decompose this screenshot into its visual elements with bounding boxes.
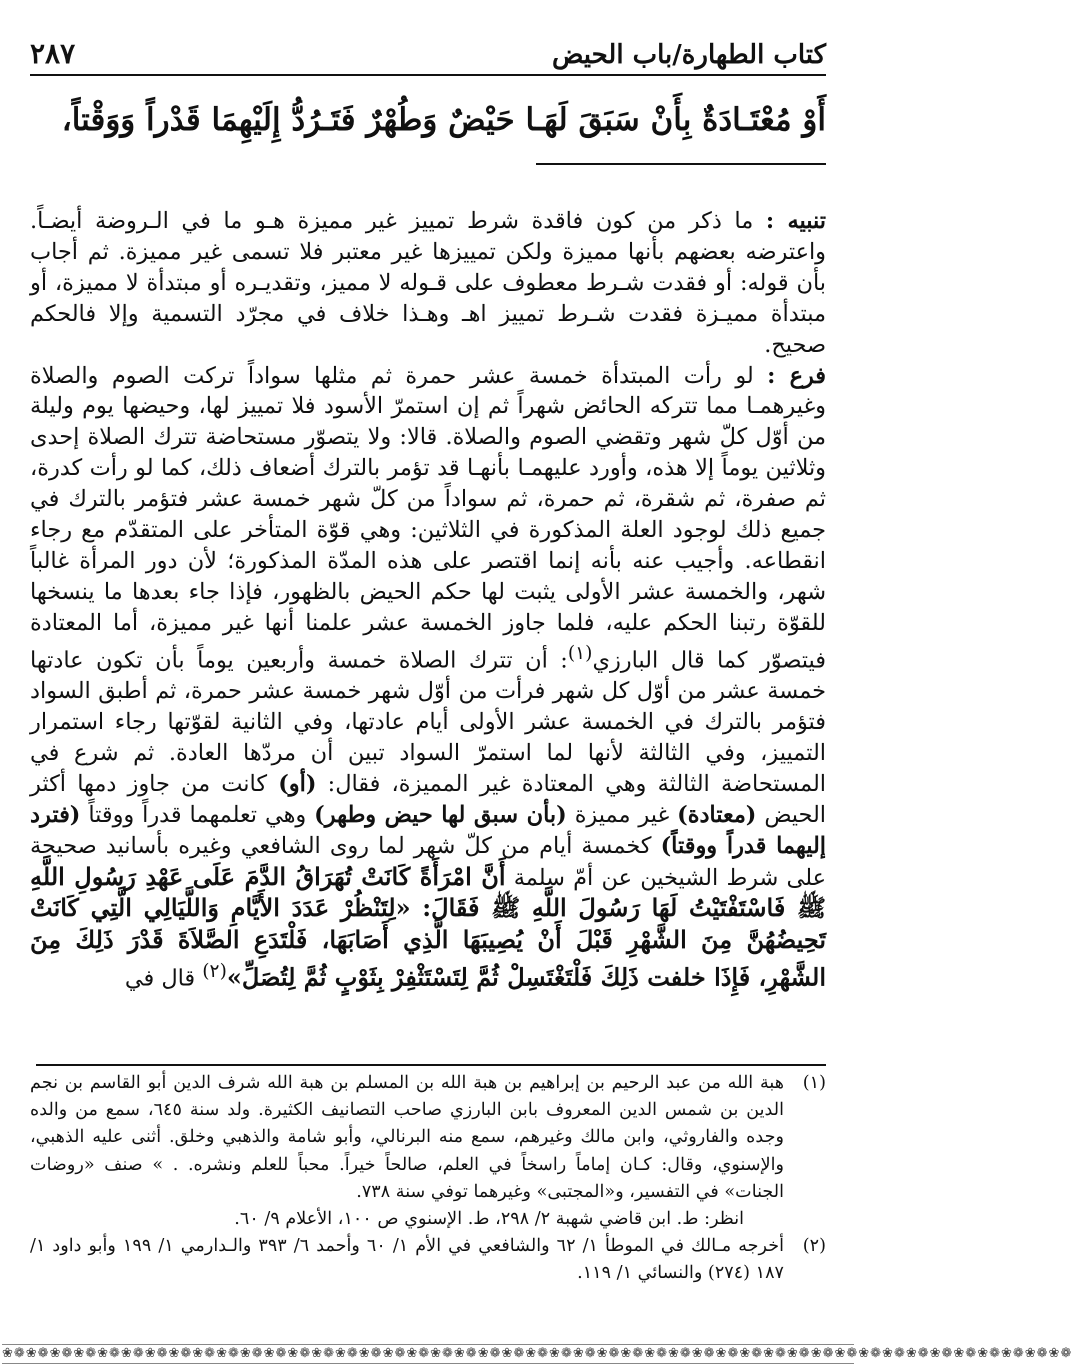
matn-verse: أَوْ مُعْتَـادَةٌ بِأَنْ سَبَقَ لَهَـا حَيْضٌ وَطُهْرٌ فَتَـرُدُّ إِلَيْهِمَا قَدْراً وَوَقْتاً، (61, 102, 826, 138)
far-paragraph (30, 361, 826, 995)
footnote-ref-2: (٢) (202, 961, 227, 983)
page-header (30, 28, 826, 76)
footnote-body (30, 1233, 784, 1287)
footnote-text: هبة الله من عبد الرحيم بن إبراهيم بن هبة الله بن المسلم بن هبة الله شرف الدين أبو القاسم بن نجم الدين بن شمس الدين المعروف بابن البارزي صاحب التصانيف الكثيرة. ولد سنة ٦٤٥، سمع من والده وجده والفاروثي، وابن مالك وغيرهم، سمع منه البرنالي، وأبو شامة والذهبي وخلق. أثنى عليه الذهبي، والإسنوي، وقال: كـان إماماً راسخاً في العلم، صالحاً خيراً. محباً للعلم ونشره. . » صنف «روضات الجنات» في التفسير، و«المجتبى» وغيرهما توفي سنة ٧٣٨. (30, 1073, 784, 1202)
matn-quote-4: (فترد إليهما قدراً ووقتاً) (30, 801, 826, 859)
matn-quote-2: (معتادة) (677, 801, 757, 828)
footnote-ref-1: (١) (567, 642, 593, 664)
hadith-text: أَنَّ امْرَأَةً كَانَتْ تُهَرَاقُ الدَّمَ عَلَى عَهْدِ رَسُولِ اللَّهِ ﷺ فَاسْتَفْتَيْتُ لَهَا رَسُولَ اللَّهِ ﷺ فَقَالَ: «لِتَنْظُرْ عَدَدَ الأَيَّامِ وَاللَّيَالِي الَّتِي كَانَتْ تَحِيضُهُنَّ مِنَ الشَّهْرِ قَبْلَ أَنْ يُصِيبَهَا الَّذِي أَصَابَهَا، فَلْتَدَعِ الصَّلاَةَ قَدْرَ ذَلِكَ مِنَ الشَّهْرِ، فَإِذَا خلفت ذَلِكَ فَلْتَغْتَسِلْ ثُمَّ لِتَسْتَثْفِرْ بِثَوْبٍ ثُمَّ لِتُصَلِّ» (30, 861, 826, 992)
tanbih-body: ما ذكر من كون فاقدة شرط تمييز غير مميزة هـو ما في الـروضة أيضـاً. واعترضه بعضهم بأنها مميزة ولكن تمييزها غير معتبر فلا تسمى غير مميزة. ثم أجاب بأن قوله: أو فقدت شـرط معطوف على قـوله لا مميز، وتقديـره أو مبتدأة لا مميزة، أو مبتدأة مميـزة فقدت شـرط تمييز اهـ وهـذا خلاف في مجرّد التسمية وإلا فالحكم صحيح. (30, 208, 826, 358)
footnote-reference-list: انظر: ط. ابن قاضي شهبة ٢/ ٢٩٨، ط. الإسنوي ص ١٠٠، الأعلام ٩/ ٦٠. (234, 1209, 744, 1230)
matn-quote-1: (أو) (278, 770, 317, 797)
footnotes (30, 1070, 826, 1288)
ornament-glyphs: ❀❁❀❁❀❁❀❁❀❁❀❁❀❁❀❁❀❁❀❁❀❁❀❁❀❁❀❁❀❁❀❁❀❁❀❁❀❁❀❁❀❁❀❁❀❁❀❁❀❁❀❁❀❁❀❁❀❁❀❁❀❁❀❁❀❁❀❁❀❁❀❁❀❁❀❁❀❁❀❁❀❁❀❁❀❁❀❁❀❁ (2, 1346, 1072, 1361)
far-body-a: لو رأت المبتدأة خمسة عشر حمرة ثم مثلها سواداً تركت الصوم والصلاة وغيرهمـا مما تتركه الحائض شهراً ثم إن استمرّ الأسود فلا تمييز لها، وحيضها يوم وليلة من أوّل كلّ شهر وتقضي الصوم والصلاة. قالا: ولا يتصوّر مستحاضة تترك الصلاة إحدى وثلاثين يوماً إلا هذه، وأورد عليهمـا بأنهـا قد تؤمر بالترك أضعاف ذلك، كما لو رأت كدرة، ثم صفرة، ثم شقرة، ثم حمرة، ثم سواداً من كلّ شهر خمسة عشر فتؤمر بالترك في جميع ذلك لوجود العلة المذكورة في الثلاثين: وهي قوّة المتأخر على المتقدّم مع رجاء انقطاعه. وأجيب عنه بأنه إنما اقتصر على هذه المدّة المذكورة؛ لأن دور المرأة غالباً شهر، والخمسة عشر الأولى يثبت لها حكم الحيض بالظهور، فإذا جاء بعدها ما ينسخها للقوّة رتبنا الحكم عليه، فلما جاوز الخمسة عشر علمنا أنها غير مميزة، أما المعتادة فيتصوّر كما قال البارزي (30, 362, 826, 674)
page-number: ٢٨٧ (30, 37, 76, 70)
far-body-f: كخمسة أيام من كلّ شهر لما روى الشافعي وغيره بأسانيد صحيحة على شرط الشيخين عن أمّ سلمة (30, 832, 826, 891)
footnote-number: (١) (802, 1073, 826, 1093)
matn-quote-3: (بأن سبق لها حيض وطهر) (314, 801, 567, 828)
far-body-c: كانت من جاوز دمها أكثر الحيض (30, 770, 827, 828)
running-head: كتاب الطهارة/باب الحيض (551, 40, 826, 70)
tanbih-paragraph (30, 206, 826, 361)
far-body-d: غير مميزة (566, 801, 678, 828)
tanbih-lead: تنبيه : (765, 208, 826, 234)
footnote-2 (30, 1233, 826, 1287)
footnote-text: أخرجه مـالك في الموطأ ١/ ٦٢ والشافعي في الأم ١/ ٦٠ وأحمد ٦/ ٣٩٣ والـدارمي ١/ ١٩٩ وأبو داود ١/ ١٨٧ (٢٧٤) والنسائي ١/ ١١٩. (30, 1236, 784, 1284)
commentary-text (30, 206, 826, 995)
footnote-1 (30, 1070, 826, 1233)
footnote-number: (٢) (802, 1236, 826, 1257)
footnote-body (30, 1070, 784, 1233)
far-body-g: قال في (124, 965, 203, 992)
far-lead: فرع : (767, 362, 826, 389)
far-body-e: وهي تعلمهما قدراً ووقتاً (80, 801, 315, 828)
far-body-b: : أن تترك الصلاة خمسة وأربعين يوماً بأن تكون عادتها خمسة عشر من أوّل كل شهر فرأت من أوّل شهر خمسة عشر حمرة، ثم أطبق السواد فتؤمر بالترك في الخمسة عشر الأولى أيام عادتها، وفي الثانية لقوّتها رجاء استمرار التمييز، وفي الثالثة لأنها لما استمرّ السواد تبين أن مردّها العادة. ثم شرع في المستحاضة الثالثة وهي المعتادة غير المميزة، فقال: (30, 647, 826, 797)
footnote-separator (36, 1064, 826, 1066)
decorative-border-icon (2, 1344, 1072, 1364)
matn-separator (536, 163, 826, 165)
